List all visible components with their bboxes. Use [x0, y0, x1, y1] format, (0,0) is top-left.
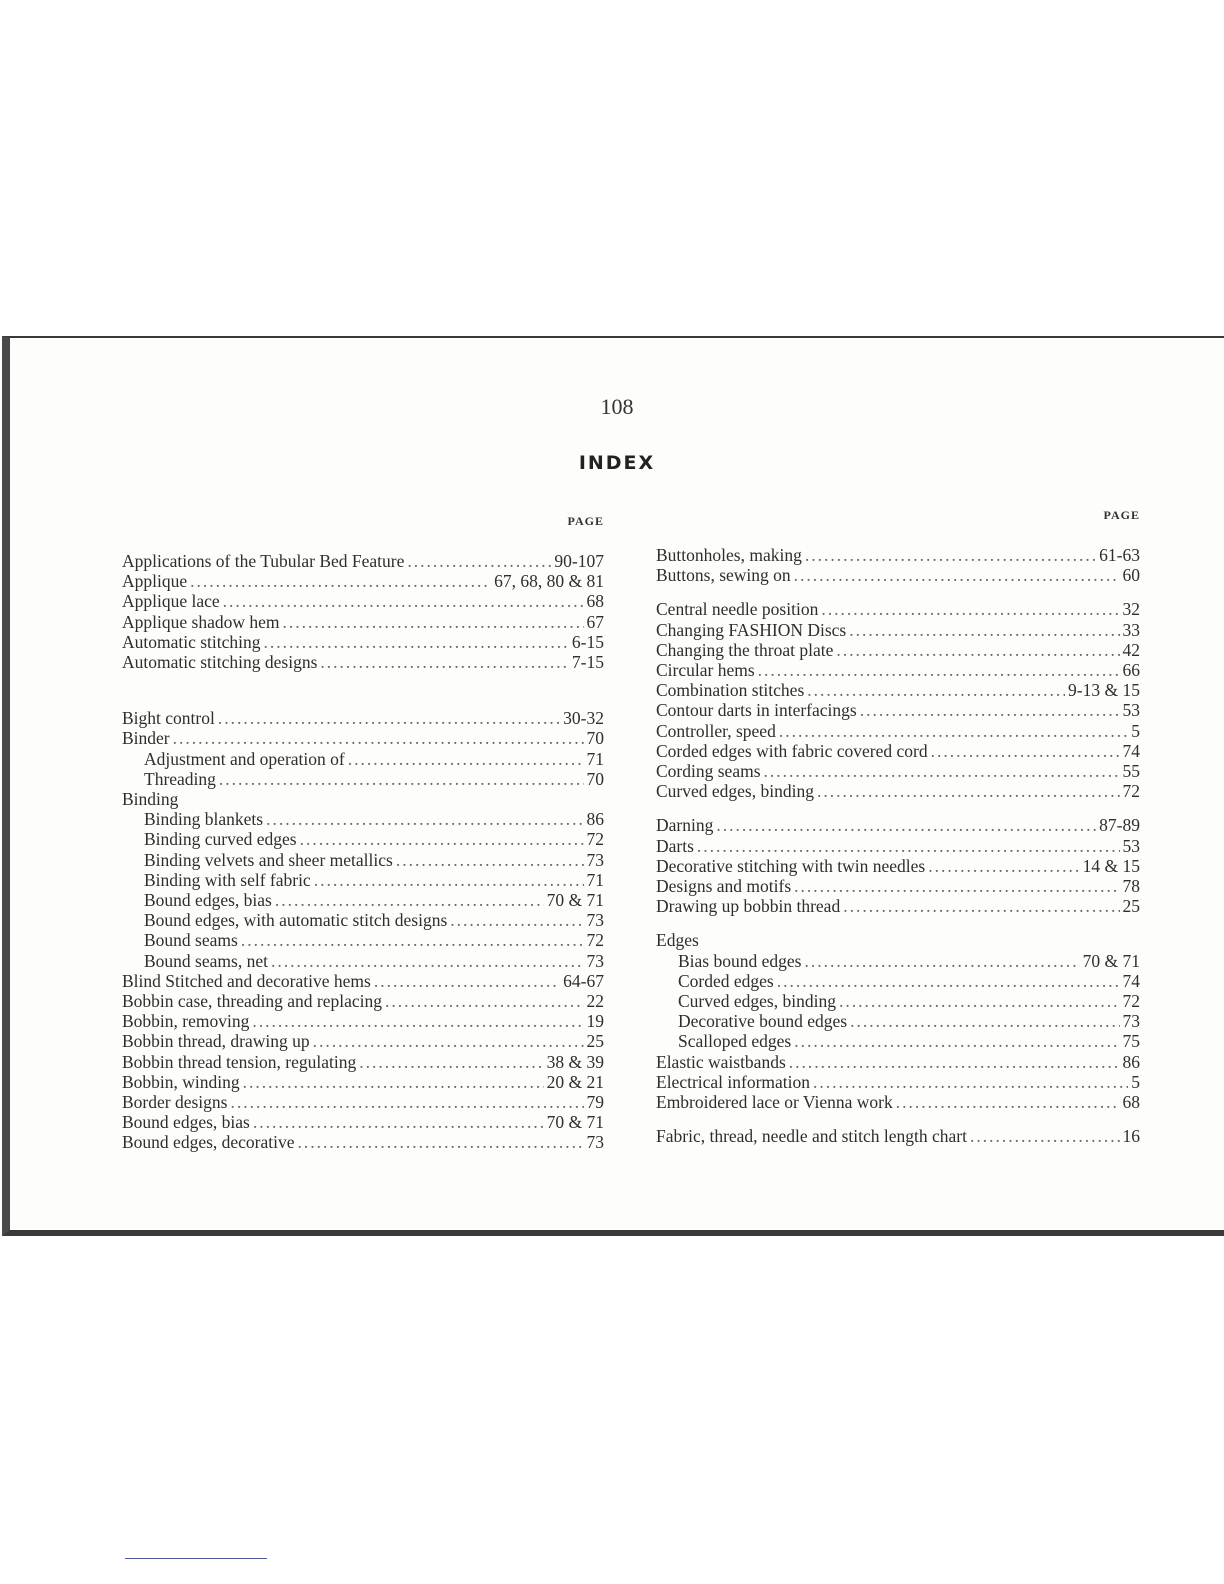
index-entry — [122, 551, 604, 571]
index-entry-page: 5 — [1131, 720, 1140, 741]
dot-leader — [264, 632, 569, 652]
index-entry — [656, 876, 1140, 896]
index-entry-page: 70 & 71 — [546, 1112, 604, 1133]
index-entry-label: Automatic stitching designs — [122, 652, 318, 673]
index-entry-page: 73 — [1122, 1011, 1140, 1032]
dot-leader — [839, 991, 1120, 1011]
index-entry-page: 73 — [586, 910, 604, 931]
index-entry-page: 20 & 21 — [546, 1071, 604, 1092]
index-entry-page: 66 — [1122, 660, 1140, 681]
index-entry — [656, 620, 1140, 640]
index-entry-label: Bobbin case, threading and replacing — [122, 991, 382, 1012]
index-entry-label: Changing FASHION Discs — [656, 619, 847, 640]
dot-leader — [218, 708, 560, 728]
index-entry — [656, 930, 1140, 950]
dot-leader — [697, 836, 1120, 856]
dot-leader — [173, 728, 584, 748]
index-entry — [122, 1072, 604, 1092]
index-entry-page: 70 & 71 — [1082, 950, 1140, 971]
dot-leader — [789, 1052, 1120, 1072]
index-entry-page: 67 — [586, 611, 604, 632]
index-entry-label: Binding velvets and sheer metallics — [144, 849, 393, 870]
index-entry — [122, 749, 604, 769]
index-entry — [656, 856, 1140, 876]
index-list-right — [656, 545, 1140, 1146]
section-gap — [656, 916, 1140, 930]
index-entry — [656, 700, 1140, 720]
dot-leader — [807, 680, 1065, 700]
dot-leader — [896, 1092, 1120, 1112]
index-entry-label: Automatic stitching — [122, 631, 261, 652]
index-entry-label: Decorative bound edges — [678, 1011, 848, 1032]
index-entry-label: Controller, speed — [656, 720, 776, 741]
index-entry-page: 55 — [1122, 761, 1140, 782]
index-entry-page: 72 — [1122, 991, 1140, 1012]
index-entry-label: Applique shadow hem — [122, 611, 280, 632]
index-entry — [122, 890, 604, 910]
index-page — [2, 336, 1224, 1236]
dot-leader — [271, 951, 584, 971]
index-entry-page: 53 — [1122, 835, 1140, 856]
index-entry — [656, 565, 1140, 585]
index-entry — [122, 1052, 604, 1072]
index-entry — [122, 1112, 604, 1132]
dot-leader — [849, 620, 1119, 640]
dot-leader — [359, 1052, 543, 1072]
index-entry-label: Changing the throat plate — [656, 639, 834, 660]
index-entry-label: Bound edges, decorative — [122, 1132, 295, 1153]
index-entry-page: 16 — [1122, 1126, 1140, 1147]
index-entry — [122, 910, 604, 930]
index-entry-label: Elastic waistbands — [656, 1051, 786, 1072]
index-entry-page: 74 — [1122, 970, 1140, 991]
dot-leader — [794, 565, 1120, 585]
index-entry-page: 73 — [586, 849, 604, 870]
index-entry-page: 14 & 15 — [1082, 855, 1140, 876]
dot-leader — [758, 660, 1120, 680]
index-entry — [122, 1132, 604, 1152]
index-entry-label: Applique — [122, 571, 188, 592]
dot-leader — [374, 971, 560, 991]
index-entry — [122, 769, 604, 789]
index-entry-page: 33 — [1122, 619, 1140, 640]
dot-leader — [716, 815, 1096, 835]
index-entry — [656, 1031, 1140, 1051]
dot-leader — [190, 571, 491, 591]
index-entry-page: 73 — [586, 1132, 604, 1153]
index-entry — [122, 789, 604, 809]
index-entry — [656, 680, 1140, 700]
index-entry-page: 22 — [586, 991, 604, 1012]
index-list-left — [122, 551, 604, 1153]
dot-leader — [320, 652, 569, 672]
index-entry — [122, 1011, 604, 1031]
dot-leader — [794, 876, 1119, 896]
index-entry-page: 73 — [586, 950, 604, 971]
index-entry-page: 6-15 — [571, 631, 604, 652]
index-entry-label: Contour darts in interfacings — [656, 700, 857, 721]
index-entry-page: 70 — [586, 728, 604, 749]
index-entry — [122, 1031, 604, 1051]
index-entry — [656, 761, 1140, 781]
index-entry — [122, 971, 604, 991]
dot-leader — [243, 1072, 544, 1092]
index-entry — [122, 652, 604, 672]
index-entry — [656, 896, 1140, 916]
index-entry — [656, 545, 1140, 565]
index-entry — [122, 870, 604, 890]
index-entry — [656, 1092, 1140, 1112]
index-entry-label: Scalloped edges — [678, 1031, 792, 1052]
index-entry-label: Border designs — [122, 1092, 228, 1113]
index-entry-page: 32 — [1122, 599, 1140, 620]
index-entry — [656, 1052, 1140, 1072]
index-entry-page: 87-89 — [1099, 815, 1140, 836]
dot-leader — [241, 930, 584, 950]
index-entry-label: Corded edges with fabric covered cord — [656, 740, 928, 761]
dot-leader — [931, 741, 1120, 761]
index-entry — [122, 850, 604, 870]
section-gap — [122, 672, 604, 708]
page-title: INDEX — [578, 452, 656, 474]
index-entry — [656, 721, 1140, 741]
page-column-header: PAGE — [1103, 508, 1140, 522]
index-entry-label: Bobbin, winding — [122, 1071, 240, 1092]
index-column-left — [122, 514, 604, 1153]
index-entry — [122, 809, 604, 829]
index-entry-label: Darts — [656, 835, 694, 856]
index-entry — [656, 599, 1140, 619]
index-entry-label: Embroidered lace or Vienna work — [656, 1092, 893, 1113]
index-entry-page: 53 — [1122, 700, 1140, 721]
index-entry-page: 68 — [1122, 1092, 1140, 1113]
index-entry-page: 72 — [1122, 781, 1140, 802]
page-column-header: PAGE — [567, 514, 604, 528]
index-entry — [656, 660, 1140, 680]
index-entry-page: 64-67 — [563, 970, 604, 991]
index-entry-page: 5 — [1131, 1071, 1140, 1092]
index-entry-label: Binding — [122, 789, 179, 810]
dot-leader — [313, 1031, 584, 1051]
dot-leader — [253, 1112, 544, 1132]
index-entry-label: Applications of the Tubular Bed Feature — [122, 551, 405, 571]
dot-leader — [764, 761, 1120, 781]
index-entry — [656, 815, 1140, 835]
dot-leader — [860, 700, 1120, 720]
dot-leader — [230, 1092, 583, 1112]
index-entry-label: Decorative stitching with twin needles — [656, 855, 926, 876]
index-entry-label: Combination stitches — [656, 680, 805, 701]
dot-leader — [817, 781, 1120, 801]
dot-leader — [298, 1132, 584, 1152]
index-entry-page: 74 — [1122, 740, 1140, 761]
index-entry-page: 70 & 71 — [546, 890, 604, 911]
index-entry — [656, 1126, 1140, 1146]
dot-leader — [314, 870, 584, 890]
index-entry-page: 25 — [586, 1031, 604, 1052]
index-entry — [122, 612, 604, 632]
index-entry-page: 70 — [586, 768, 604, 789]
index-entry-page: 71 — [586, 748, 604, 769]
index-entry-label: Bight control — [122, 708, 215, 729]
index-entry-page: 72 — [586, 829, 604, 850]
index-entry-label: Darning — [656, 815, 714, 836]
dot-leader — [836, 640, 1119, 660]
index-entry-page: 67, 68, 80 & 81 — [494, 571, 604, 592]
index-entry-label: Bound edges, bias — [144, 890, 272, 911]
index-entry — [122, 571, 604, 591]
index-entry — [122, 632, 604, 652]
dot-leader — [813, 1072, 1128, 1092]
dot-leader — [804, 951, 1079, 971]
dot-leader — [928, 856, 1079, 876]
index-entry-label: Electrical information — [656, 1071, 811, 1092]
index-entry — [122, 728, 604, 748]
index-entry-label: Bound edges, with automatic stitch designs — [144, 910, 448, 931]
index-entry-label: Binding with self fabric — [144, 869, 311, 890]
index-entry — [122, 930, 604, 950]
dot-leader — [970, 1126, 1120, 1146]
index-entry-label: Edges — [656, 930, 699, 951]
index-entry-page: 68 — [586, 591, 604, 612]
index-entry-label: Bias bound edges — [678, 950, 802, 971]
index-entry — [656, 991, 1140, 1011]
dot-leader — [300, 829, 584, 849]
index-entry-label: Bound seams — [144, 930, 238, 951]
index-entry-page: 25 — [1122, 896, 1140, 917]
index-entry — [656, 741, 1140, 761]
dot-leader — [396, 850, 584, 870]
index-entry-page: 90-107 — [554, 551, 604, 571]
index-entry-label: Binding curved edges — [144, 829, 297, 850]
index-entry-label: Drawing up bobbin thread — [656, 896, 841, 917]
index-entry — [656, 971, 1140, 991]
index-entry-page: 38 & 39 — [546, 1051, 604, 1072]
dot-leader — [843, 896, 1119, 916]
index-entry-label: Bobbin, removing — [122, 1011, 250, 1032]
index-entry — [656, 836, 1140, 856]
index-entry-page: 72 — [586, 930, 604, 951]
index-entry-page: 42 — [1122, 639, 1140, 660]
dot-leader — [348, 749, 584, 769]
dot-leader — [777, 971, 1120, 991]
index-entry-label: Designs and motifs — [656, 876, 792, 897]
index-entry-label: Buttons, sewing on — [656, 565, 791, 586]
index-entry-label: Curved edges, binding — [656, 781, 814, 802]
index-entry — [656, 951, 1140, 971]
index-entry-page: 75 — [1122, 1031, 1140, 1052]
index-entry-label: Bound edges, bias — [122, 1112, 250, 1133]
page-number: 108 — [600, 394, 634, 419]
index-entry-page: 7-15 — [571, 652, 604, 673]
section-gap — [656, 801, 1140, 815]
index-entry-page: 9-13 & 15 — [1068, 680, 1140, 701]
index-entry-page: 71 — [586, 869, 604, 890]
index-entry-page: 30-32 — [563, 708, 604, 729]
dot-leader — [821, 599, 1119, 619]
dot-leader — [385, 991, 584, 1011]
dot-leader — [794, 1031, 1119, 1051]
index-entry-page: 19 — [586, 1011, 604, 1032]
index-entry-page: 78 — [1122, 876, 1140, 897]
index-entry — [656, 1011, 1140, 1031]
index-entry — [122, 829, 604, 849]
index-entry — [656, 1072, 1140, 1092]
index-entry — [122, 991, 604, 1011]
index-entry-label: Applique lace — [122, 591, 220, 612]
section-gap — [656, 1112, 1140, 1126]
index-entry — [656, 640, 1140, 660]
dot-leader — [779, 721, 1128, 741]
dot-leader — [266, 809, 583, 829]
index-entry — [122, 708, 604, 728]
index-column-right — [656, 508, 1140, 1146]
index-entry-label: Buttonholes, making — [656, 545, 802, 565]
index-entry-label: Threading — [144, 768, 216, 789]
index-entry-label: Circular hems — [656, 660, 755, 681]
index-entry — [122, 591, 604, 611]
dot-leader — [805, 545, 1096, 565]
section-gap — [656, 585, 1140, 599]
index-entry — [656, 781, 1140, 801]
dot-leader — [407, 551, 551, 571]
index-entry-label: Cording seams — [656, 761, 761, 782]
index-entry-label: Adjustment and operation of — [144, 748, 345, 769]
index-entry-label: Fabric, thread, needle and stitch length chart — [656, 1126, 967, 1147]
index-entry-label: Curved edges, binding — [678, 991, 836, 1012]
index-entry-page: 79 — [586, 1092, 604, 1113]
dot-leader — [275, 890, 544, 910]
link-underline — [125, 1558, 267, 1559]
index-entry-label: Corded edges — [678, 970, 774, 991]
index-entry-label: Binding blankets — [144, 809, 264, 830]
index-entry-label: Bobbin thread tension, regulating — [122, 1051, 357, 1072]
dot-leader — [219, 769, 584, 789]
index-entry-page: 60 — [1122, 565, 1140, 586]
index-entry-label: Binder — [122, 728, 170, 749]
index-entry-label: Central needle position — [656, 599, 819, 620]
index-entry-label: Blind Stitched and decorative hems — [122, 970, 371, 991]
index-entry-page: 86 — [586, 809, 604, 830]
index-entry-page: 61-63 — [1099, 545, 1140, 565]
index-entry-label: Bound seams, net — [144, 950, 268, 971]
dot-leader — [850, 1011, 1119, 1031]
dot-leader — [223, 591, 584, 611]
index-entry-label: Bobbin thread, drawing up — [122, 1031, 310, 1052]
dot-leader — [252, 1011, 583, 1031]
dot-leader — [282, 612, 583, 632]
index-entry — [122, 951, 604, 971]
index-entry-page: 86 — [1122, 1051, 1140, 1072]
dot-leader — [450, 910, 583, 930]
index-entry — [122, 1092, 604, 1112]
